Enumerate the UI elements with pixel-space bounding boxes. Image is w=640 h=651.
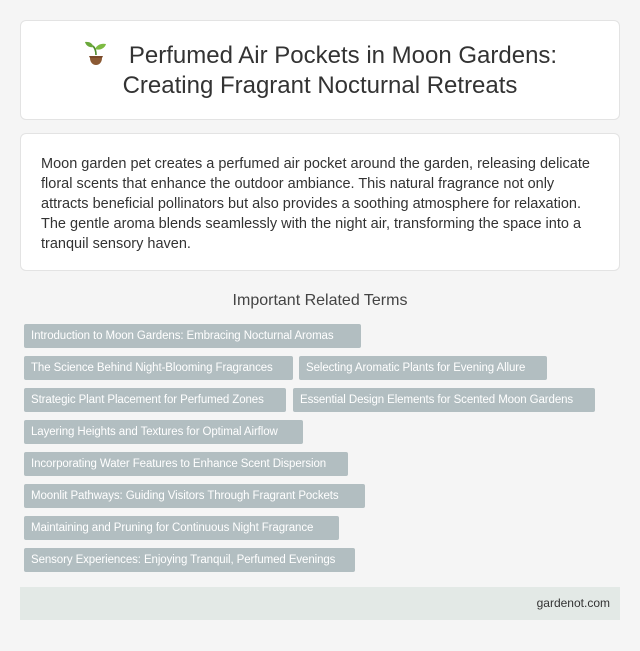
seedling-icon — [83, 40, 109, 66]
related-term-tag[interactable]: Selecting Aromatic Plants for Evening Allure — [299, 356, 547, 380]
description-text: Moon garden pet creates a perfumed air pocket around the garden, releasing delicate floral scents that enhance the outdoor ambiance. This natural fragrance not only attracts beneficial pollinators but also provides a soothing atmosphere for relaxation. The gentle aroma blends seamlessly with the night air, transforming the space into a tranquil sensory haven. — [41, 156, 590, 252]
footer — [20, 587, 620, 620]
related-term-tag[interactable]: Maintaining and Pruning for Continuous Night Fragrance — [24, 516, 339, 540]
related-term-tag[interactable]: Sensory Experiences: Enjoying Tranquil, Perfumed Evenings — [24, 548, 355, 572]
related-term-tag[interactable]: Introduction to Moon Gardens: Embracing Nocturnal Aromas — [24, 324, 361, 348]
related-term-tag[interactable]: The Science Behind Night-Blooming Fragrances — [24, 356, 293, 380]
related-terms-heading: Important Related Terms — [232, 292, 408, 309]
related-term-tag[interactable]: Incorporating Water Features to Enhance Scent Dispersion — [24, 452, 348, 476]
related-term-tag[interactable]: Layering Heights and Textures for Optimal Airflow — [24, 420, 303, 444]
page-title-text: Perfumed Air Pockets in Moon Gardens: Creating Fragrant Nocturnal Retreats — [122, 41, 558, 99]
related-term-tag[interactable]: Moonlit Pathways: Guiding Visitors Through Fragrant Pockets — [24, 484, 365, 508]
title-card — [20, 20, 620, 120]
footer-site-link[interactable]: gardenot.com — [536, 596, 610, 610]
page-title — [60, 40, 580, 101]
description-card — [20, 133, 620, 271]
related-term-tag[interactable]: Essential Design Elements for Scented Moon Gardens — [293, 388, 595, 412]
related-term-tag[interactable]: Strategic Plant Placement for Perfumed Zones — [24, 388, 286, 412]
